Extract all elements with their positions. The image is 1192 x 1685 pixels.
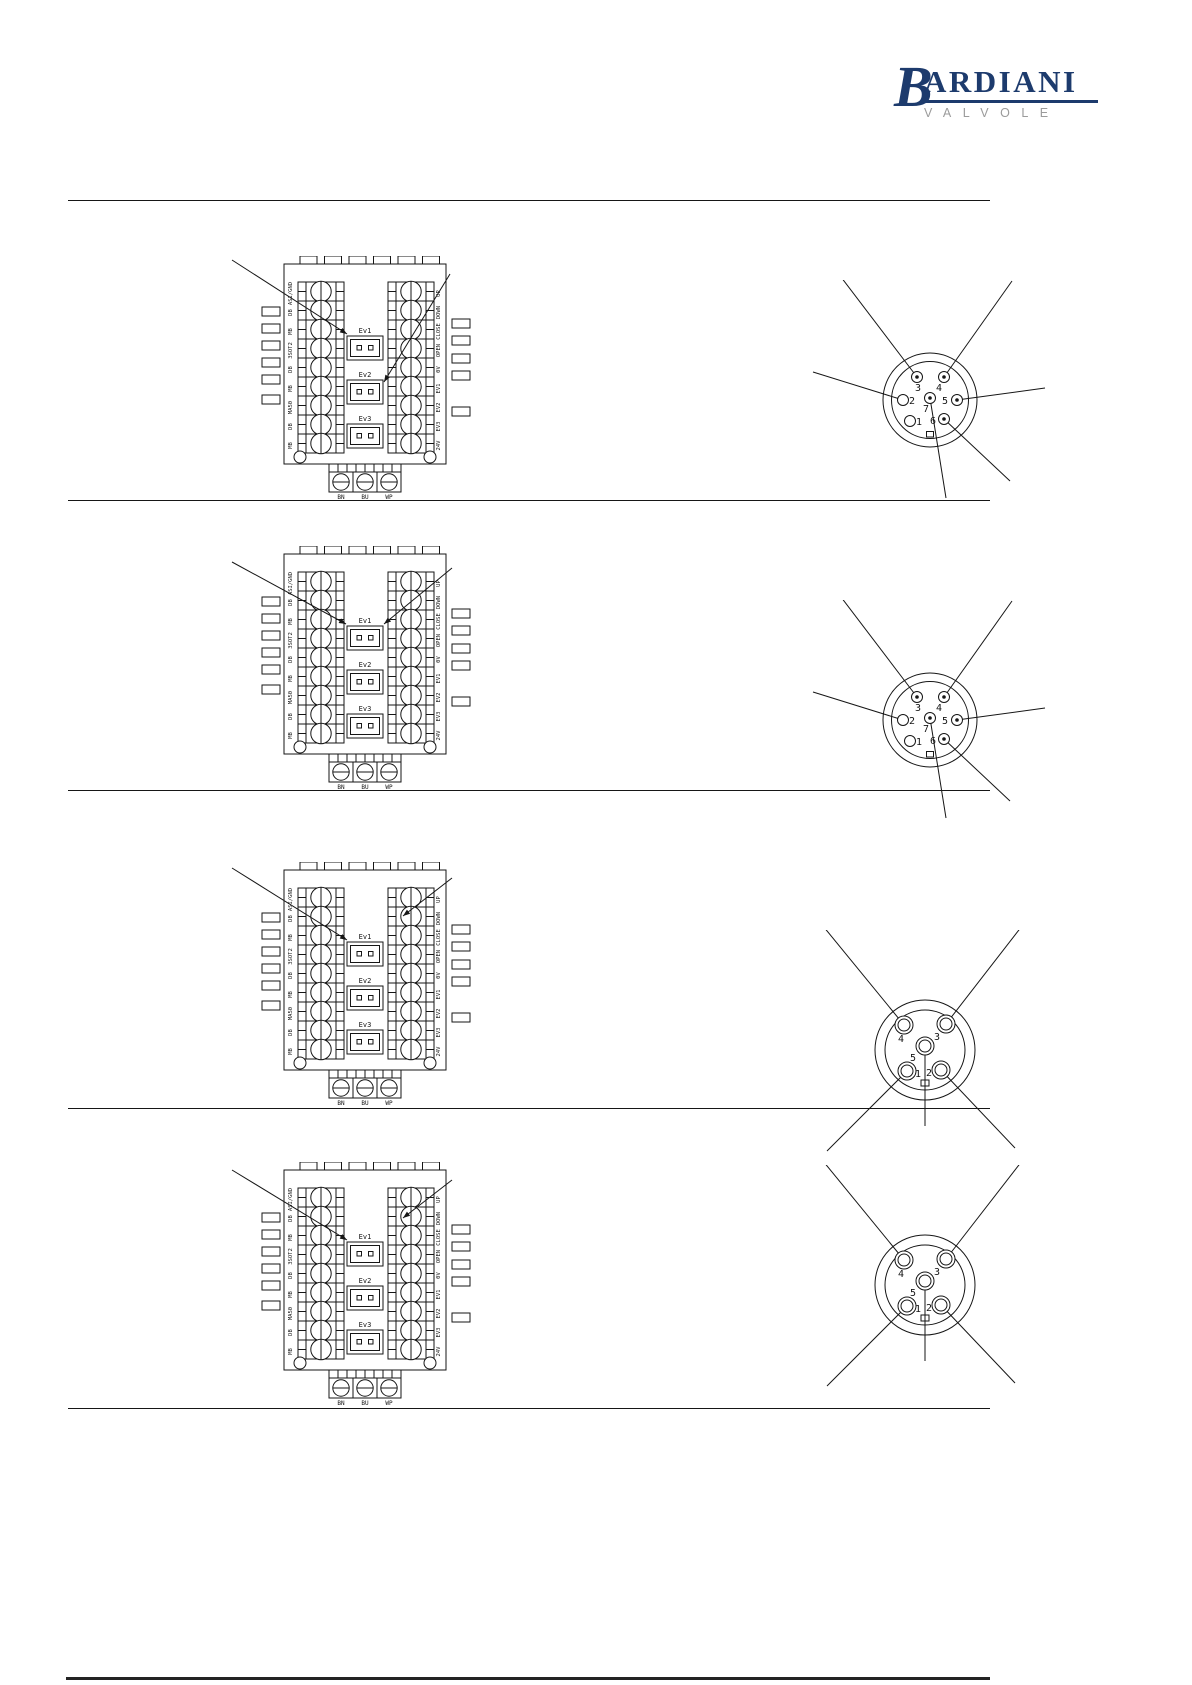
left-strip-label: MB <box>288 385 294 392</box>
pin-4-core <box>942 695 946 699</box>
ev-connector-inner <box>351 1290 380 1307</box>
left-strip-label: MB <box>288 1048 294 1055</box>
bottom-wire-label: BU <box>361 1400 369 1407</box>
right-pad <box>452 1013 470 1022</box>
left-strip-label: MB <box>288 442 294 449</box>
ev-connector-pin <box>369 1340 374 1345</box>
left-pad <box>262 648 280 657</box>
pin-2-label: 2 <box>925 1303 933 1314</box>
ev-connector-pin <box>369 996 374 1001</box>
left-strip-label: MB <box>288 1348 294 1355</box>
ev-connector-label: Ev1 <box>358 933 372 941</box>
ev-connector-pin <box>369 1252 374 1257</box>
pin-4-label: 4 <box>935 703 943 714</box>
left-pad <box>262 964 280 973</box>
pin-3-label: 3 <box>933 1267 941 1278</box>
right-strip-label: UP <box>436 580 442 587</box>
left-strip-label: ASI/GND <box>288 1187 294 1212</box>
connector-pinout-4 <box>805 1165 1045 1405</box>
ev-connector-inner <box>351 1246 380 1263</box>
ev-connector-inner <box>351 718 380 735</box>
pin-6-label: 6 <box>929 416 937 427</box>
pin-2-label: 2 <box>925 1068 933 1079</box>
ev-connector-inner <box>351 990 380 1007</box>
mounting-hole <box>424 451 436 463</box>
terminal-board-diagram-1 <box>226 256 476 502</box>
pin-5-core <box>955 398 959 402</box>
ev-connector-pin <box>369 1296 374 1301</box>
right-strip-label: OPEN <box>436 1249 442 1264</box>
board-top-tab <box>398 546 415 554</box>
pin-5-label: 5 <box>909 1053 917 1064</box>
ev-connector-inner <box>351 428 380 445</box>
left-strip-label: DB <box>288 599 294 606</box>
right-pad <box>452 609 470 618</box>
right-strip-label: EV2 <box>436 692 442 703</box>
right-strip-label: UP <box>436 1196 442 1203</box>
left-strip-label: MB <box>288 328 294 335</box>
right-pad <box>452 319 470 328</box>
ev-connector-label: Ev3 <box>358 705 372 713</box>
right-strip-label: DOWN <box>436 1211 442 1226</box>
right-strip-label: 24V <box>436 730 442 741</box>
board-top-tab <box>349 256 366 264</box>
pin-5-label: 5 <box>909 1288 917 1299</box>
left-pad <box>262 685 280 694</box>
mounting-hole <box>294 1357 306 1369</box>
pin-6-leader-line <box>944 419 1010 481</box>
page-bottom-rule <box>66 1677 990 1680</box>
ev-connector-pin <box>369 346 374 351</box>
ev-connector-pin <box>357 680 362 685</box>
right-strip-label: OPEN <box>436 949 442 964</box>
right-strip-label: 24V <box>436 1346 442 1357</box>
pin-4-label: 4 <box>935 383 943 394</box>
pin-3-label: 3 <box>914 703 922 714</box>
board-top-tab <box>374 546 391 554</box>
pin-5-core <box>955 718 959 722</box>
ev-connector-pin <box>369 636 374 641</box>
right-pad <box>452 1242 470 1251</box>
mounting-hole <box>424 1357 436 1369</box>
left-strip-label: DB <box>288 915 294 922</box>
ev-connector-pin <box>369 1040 374 1045</box>
left-pad <box>262 614 280 623</box>
pin-5-core <box>919 1040 931 1052</box>
right-pad <box>452 661 470 670</box>
left-strip-label: DB <box>288 1215 294 1222</box>
pin-1-leader-line <box>827 1306 907 1386</box>
pin-2 <box>898 715 909 726</box>
right-strip-label: EV2 <box>436 1308 442 1319</box>
ev-connector-inner <box>351 340 380 357</box>
ev-connector-pin <box>357 996 362 1001</box>
right-strip-label: 0V <box>436 366 442 373</box>
ev-connector-pin <box>357 952 362 957</box>
left-strip-label: MB <box>288 732 294 739</box>
board-top-tab <box>300 546 317 554</box>
pin-2-label: 2 <box>908 396 916 407</box>
board-top-tab <box>325 546 342 554</box>
right-pad <box>452 1260 470 1269</box>
pin-4-leader-line <box>814 1165 904 1260</box>
pin-4-core <box>898 1254 910 1266</box>
section-2 <box>0 500 1192 790</box>
pin-3-leader-line <box>946 1165 1022 1259</box>
right-strip-label: CLOSE <box>436 929 442 946</box>
right-strip-label: DOWN <box>436 911 442 926</box>
pin-4-leader-line <box>944 601 1012 697</box>
left-strip-label: DB <box>288 713 294 720</box>
pin-1 <box>905 736 916 747</box>
left-pad <box>262 341 280 350</box>
right-strip-label: 0V <box>436 972 442 979</box>
pin-2-label: 2 <box>908 716 916 727</box>
left-strip-label: DB <box>288 1029 294 1036</box>
bottom-wire-label: BU <box>361 784 369 791</box>
right-strip-label: EV3 <box>436 1027 442 1038</box>
board-top-tab <box>300 1162 317 1170</box>
right-pad <box>452 697 470 706</box>
ev-connector-pin <box>357 724 362 729</box>
right-strip-label: 0V <box>436 656 442 663</box>
pin-3-core <box>915 695 919 699</box>
ev-connector-label: Ev2 <box>358 977 372 985</box>
ev-connector-label: Ev1 <box>358 617 372 625</box>
pin-3-label: 3 <box>933 1032 941 1043</box>
left-strip-label: DB <box>288 972 294 979</box>
bottom-wire-label: BN <box>337 784 345 791</box>
right-strip-label: UP <box>436 896 442 903</box>
pin-1-label: 1 <box>915 737 923 748</box>
ev-connector-pin <box>369 680 374 685</box>
board-top-tab <box>374 1162 391 1170</box>
ev-connector-label: Ev2 <box>358 371 372 379</box>
ev-connector-pin <box>357 1040 362 1045</box>
right-pad <box>452 644 470 653</box>
right-strip-label: CLOSE <box>436 1229 442 1246</box>
pin-1-label: 1 <box>914 1069 922 1080</box>
right-pad <box>452 1225 470 1234</box>
right-strip-label: UP <box>436 290 442 297</box>
pin-2 <box>898 395 909 406</box>
bottom-wire-label: WP <box>385 494 393 501</box>
pin-4-core <box>942 375 946 379</box>
right-strip-label: 24V <box>436 440 442 451</box>
right-pad <box>452 1313 470 1322</box>
bottom-wire-label: WP <box>385 784 393 791</box>
left-strip-label: ASI/GND <box>288 887 294 912</box>
mounting-hole <box>424 741 436 753</box>
right-strip-label: EV3 <box>436 1327 442 1338</box>
ev-connector-pin <box>357 1296 362 1301</box>
right-pad <box>452 942 470 951</box>
ev-connector-inner <box>351 674 380 691</box>
pin-4-leader-line <box>814 930 904 1025</box>
left-pad <box>262 1264 280 1273</box>
right-strip-label: EV2 <box>436 402 442 413</box>
ev-connector-inner <box>351 384 380 401</box>
ev-connector-pin <box>357 390 362 395</box>
pin-2-core <box>935 1299 947 1311</box>
mounting-hole <box>294 451 306 463</box>
left-pad <box>262 395 280 404</box>
left-pad <box>262 1001 280 1010</box>
board-top-tab <box>300 256 317 264</box>
ev-connector-label: Ev3 <box>358 1321 372 1329</box>
pin-3-leader-line <box>841 600 917 697</box>
section-3 <box>0 790 1192 1108</box>
board-top-tab <box>423 862 440 870</box>
left-strip-label: MB <box>288 618 294 625</box>
bottom-wire-label: BN <box>337 494 345 501</box>
bottom-wire-label: BU <box>361 1100 369 1107</box>
logo-subtitle: VALVOLE <box>924 106 1060 120</box>
right-strip-label: EV3 <box>436 711 442 722</box>
board-top-tab <box>325 862 342 870</box>
board-top-tab <box>423 256 440 264</box>
right-pad <box>452 977 470 986</box>
pin-1-label: 1 <box>915 417 923 428</box>
left-pad <box>262 597 280 606</box>
ev-connector-pin <box>369 434 374 439</box>
ev-connector-pin <box>357 434 362 439</box>
right-pad <box>452 371 470 380</box>
left-pad <box>262 324 280 333</box>
board-top-tab <box>374 256 391 264</box>
board-top-tab <box>398 862 415 870</box>
left-strip-label: MB <box>288 991 294 998</box>
ev-connector-inner <box>351 1034 380 1051</box>
ev-connector-pin <box>369 724 374 729</box>
section-1 <box>0 200 1192 500</box>
left-pad <box>262 665 280 674</box>
bottom-wire-label: BU <box>361 494 369 501</box>
left-pad <box>262 1230 280 1239</box>
pin-4-leader-line <box>944 281 1012 377</box>
right-pad <box>452 626 470 635</box>
pin-4-label: 4 <box>897 1034 905 1045</box>
left-strip-label: ASI/GND <box>288 281 294 306</box>
pin-1-core <box>901 1300 913 1312</box>
terminal-board-diagram-3 <box>226 862 476 1108</box>
left-strip-label: MB <box>288 675 294 682</box>
ev-connector-pin <box>357 1340 362 1345</box>
ev-connector-pin <box>357 346 362 351</box>
board-top-tab <box>423 1162 440 1170</box>
right-strip-label: 0V <box>436 1272 442 1279</box>
ev-connector-label: Ev3 <box>358 415 372 423</box>
pin-3-core <box>940 1018 952 1030</box>
left-strip-label: MA50 <box>288 1306 294 1321</box>
board-top-tab <box>325 1162 342 1170</box>
bottom-wire-label: WP <box>385 1100 393 1107</box>
right-strip-label: 24V <box>436 1046 442 1057</box>
left-pad <box>262 930 280 939</box>
ev-connector-label: Ev1 <box>358 1233 372 1241</box>
left-pad <box>262 1213 280 1222</box>
right-pad <box>452 1277 470 1286</box>
left-strip-label: DB <box>288 656 294 663</box>
pin-4-label: 4 <box>897 1269 905 1280</box>
right-strip-label: EV1 <box>436 383 442 394</box>
ev-connector-pin <box>357 1252 362 1257</box>
right-strip-label: EV1 <box>436 673 442 684</box>
left-strip-label: MA50 <box>288 690 294 705</box>
right-strip-label: EV3 <box>436 421 442 432</box>
ev-connector-pin <box>369 390 374 395</box>
pin-1 <box>905 416 916 427</box>
left-pad <box>262 1247 280 1256</box>
board-top-tab <box>374 862 391 870</box>
left-pad <box>262 981 280 990</box>
logo-initial: B <box>894 54 933 119</box>
right-strip-label: EV1 <box>436 1289 442 1300</box>
pin-5-core <box>919 1275 931 1287</box>
board-top-tab <box>349 1162 366 1170</box>
ev-connector-inner <box>351 1334 380 1351</box>
pin-1-label: 1 <box>914 1304 922 1315</box>
right-strip-label: OPEN <box>436 343 442 358</box>
bardiani-logo <box>894 54 1104 120</box>
left-strip-label: 3SOT2 <box>288 342 294 359</box>
section-divider-5 <box>68 1408 990 1409</box>
left-strip-label: 3SOT2 <box>288 1248 294 1265</box>
left-pad <box>262 1281 280 1290</box>
logo-wordmark: ARDIANI <box>924 66 1098 103</box>
board-top-tab <box>349 546 366 554</box>
left-pad <box>262 358 280 367</box>
keyway-notch <box>927 432 934 438</box>
pin-7-core <box>928 396 932 400</box>
pin-7-label: 7 <box>922 404 930 415</box>
ev-connector-label: Ev1 <box>358 327 372 335</box>
pin-7-core <box>928 716 932 720</box>
terminal-board-diagram-2 <box>226 546 476 792</box>
left-strip-label: MA50 <box>288 400 294 415</box>
pin-3-core <box>940 1253 952 1265</box>
left-strip-label: MB <box>288 1234 294 1241</box>
left-strip-label: 3SOT2 <box>288 948 294 965</box>
board-top-tab <box>325 256 342 264</box>
mounting-hole <box>294 741 306 753</box>
left-strip-label: 3SOT2 <box>288 632 294 649</box>
bottom-wire-label: BN <box>337 1400 345 1407</box>
right-strip-label: CLOSE <box>436 613 442 630</box>
left-strip-label: DB <box>288 366 294 373</box>
left-strip-label: MA50 <box>288 1006 294 1021</box>
pin-6-core <box>942 417 946 421</box>
left-pad <box>262 631 280 640</box>
connector-pinout-1 <box>810 280 1050 520</box>
board-top-tab <box>349 862 366 870</box>
pin-5-label: 5 <box>941 396 949 407</box>
pin-2-leader-line <box>941 1305 1015 1383</box>
left-strip-label: DB <box>288 1329 294 1336</box>
pin-2-core <box>935 1064 947 1076</box>
ev-connector-label: Ev3 <box>358 1021 372 1029</box>
pin-3-leader-line <box>841 280 917 377</box>
right-pad <box>452 336 470 345</box>
ev-connector-label: Ev2 <box>358 661 372 669</box>
mounting-hole <box>424 1057 436 1069</box>
left-strip-label: MB <box>288 934 294 941</box>
pin-3-leader-line <box>946 930 1022 1024</box>
ev-connector-label: Ev2 <box>358 1277 372 1285</box>
pin-3-label: 3 <box>914 383 922 394</box>
right-pad <box>452 407 470 416</box>
board-top-tab <box>423 546 440 554</box>
board-top-tab <box>398 1162 415 1170</box>
right-strip-label: EV2 <box>436 1008 442 1019</box>
bottom-wire-label: WP <box>385 1400 393 1407</box>
right-strip-label: CLOSE <box>436 323 442 340</box>
ev-connector-pin <box>357 636 362 641</box>
ev-connector-inner <box>351 946 380 963</box>
left-strip-label: ASI/GND <box>288 571 294 596</box>
ev-connector-pin <box>369 952 374 957</box>
pin-6-core <box>942 737 946 741</box>
pin-5-label: 5 <box>941 716 949 727</box>
board-top-tab <box>398 256 415 264</box>
left-pad <box>262 913 280 922</box>
right-pad <box>452 960 470 969</box>
right-pad <box>452 925 470 934</box>
right-strip-label: DOWN <box>436 305 442 320</box>
bottom-wire-label: BN <box>337 1100 345 1107</box>
left-pad <box>262 375 280 384</box>
terminal-board-diagram-4 <box>226 1162 476 1408</box>
pin-4-core <box>898 1019 910 1031</box>
right-pad <box>452 354 470 363</box>
ev-connector-inner <box>351 630 380 647</box>
keyway-notch <box>927 752 934 758</box>
right-strip-label: EV1 <box>436 989 442 1000</box>
right-strip-label: DOWN <box>436 595 442 610</box>
pin-1-core <box>901 1065 913 1077</box>
mounting-hole <box>294 1057 306 1069</box>
left-pad <box>262 307 280 316</box>
left-strip-label: DB <box>288 1272 294 1279</box>
right-strip-label: OPEN <box>436 633 442 648</box>
pin-7-label: 7 <box>922 724 930 735</box>
pin-6-label: 6 <box>929 736 937 747</box>
left-pad <box>262 1301 280 1310</box>
left-pad <box>262 947 280 956</box>
pin-3-core <box>915 375 919 379</box>
board-top-tab <box>300 862 317 870</box>
left-strip-label: DB <box>288 423 294 430</box>
left-strip-label: DB <box>288 309 294 316</box>
left-strip-label: MB <box>288 1291 294 1298</box>
logo-wordmark-block <box>924 66 1098 120</box>
section-4 <box>0 1108 1192 1408</box>
